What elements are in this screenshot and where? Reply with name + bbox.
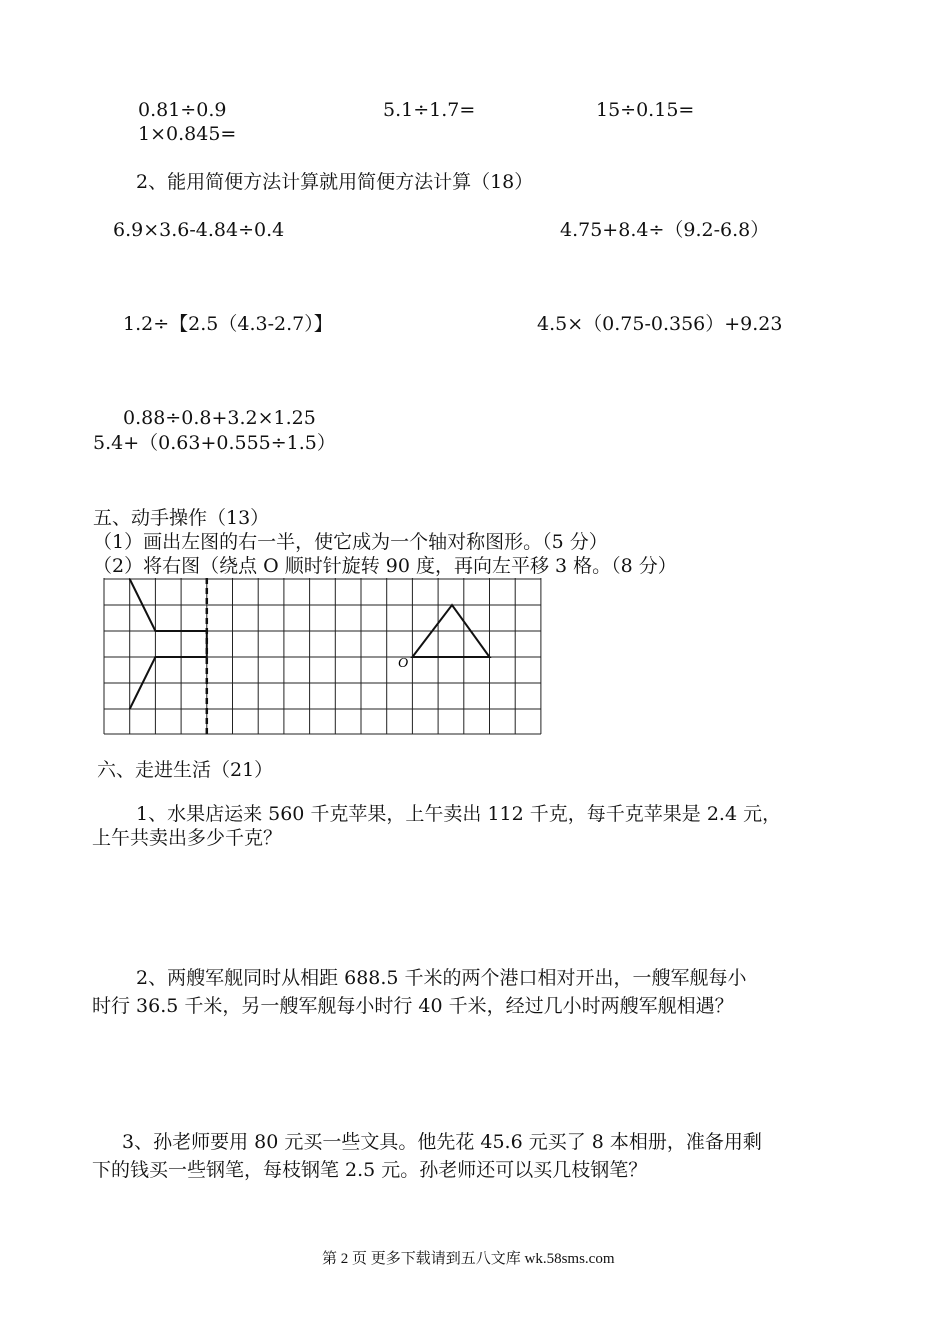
expression-6: 5.4+（0.63+0.555÷1.5） xyxy=(93,432,336,454)
problem-1-line-1: 1、水果店运来 560 千克苹果，上午卖出 112 千克，每千克苹果是 2.4 元， xyxy=(136,803,782,825)
expression-2: 4.75+8.4÷（9.2-6.8） xyxy=(560,219,770,241)
problem-2-line-1: 2、两艘军舰同时从相距 688.5 千米的两个港口相对开出，一艘军舰每小 xyxy=(136,967,747,989)
task-1-text: （1）画出左图的右一半，使它成为一个轴对称图形。（5 分） xyxy=(93,531,608,553)
expression-5: 0.88÷0.8+3.2×1.25 xyxy=(123,407,316,429)
calc-item-4: 1×0.845= xyxy=(138,123,237,145)
question-2-heading: 2、能用简便方法计算就用简便方法计算（18） xyxy=(136,171,534,193)
left-half-figure xyxy=(130,579,207,709)
point-o-label: O xyxy=(398,656,409,671)
calc-item-3: 15÷0.15= xyxy=(596,99,695,121)
page-footer: 第 2 页 更多下载请到五八文库 wk.58sms.com xyxy=(322,1251,615,1267)
problem-3-line-2: 下的钱买一些钢笔，每枝钢笔 2.5 元。孙老师还可以买几枝钢笔？ xyxy=(92,1159,648,1181)
problem-3-line-1: 3、孙老师要用 80 元买一些文具。他先花 45.6 元买了 8 本相册，准备用剩 xyxy=(122,1131,762,1153)
section-6-title: 六、走进生活（21） xyxy=(97,759,274,781)
task-2-text: （2）将右图（绕点 O 顺时针旋转 90 度，再向左平移 3 格。（8 分） xyxy=(93,555,677,577)
section-5-title: 五、动手操作（13） xyxy=(93,507,270,529)
calc-item-1: 0.81÷0.9 xyxy=(138,99,227,121)
problem-2-line-2: 时行 36.5 千米，另一艘军舰每小时行 40 千米，经过几小时两艘军舰相遇？ xyxy=(92,995,734,1017)
problem-1-line-2: 上午共卖出多少千克？ xyxy=(92,827,283,849)
expression-3: 1.2÷【2.5（4.3-2.7）】 xyxy=(123,313,333,335)
grid-figure xyxy=(100,578,546,736)
expression-4: 4.5×（0.75-0.356）+9.23 xyxy=(537,313,783,335)
calc-item-2: 5.1÷1.7= xyxy=(383,99,476,121)
expression-1: 6.9×3.6-4.84÷0.4 xyxy=(113,219,285,241)
